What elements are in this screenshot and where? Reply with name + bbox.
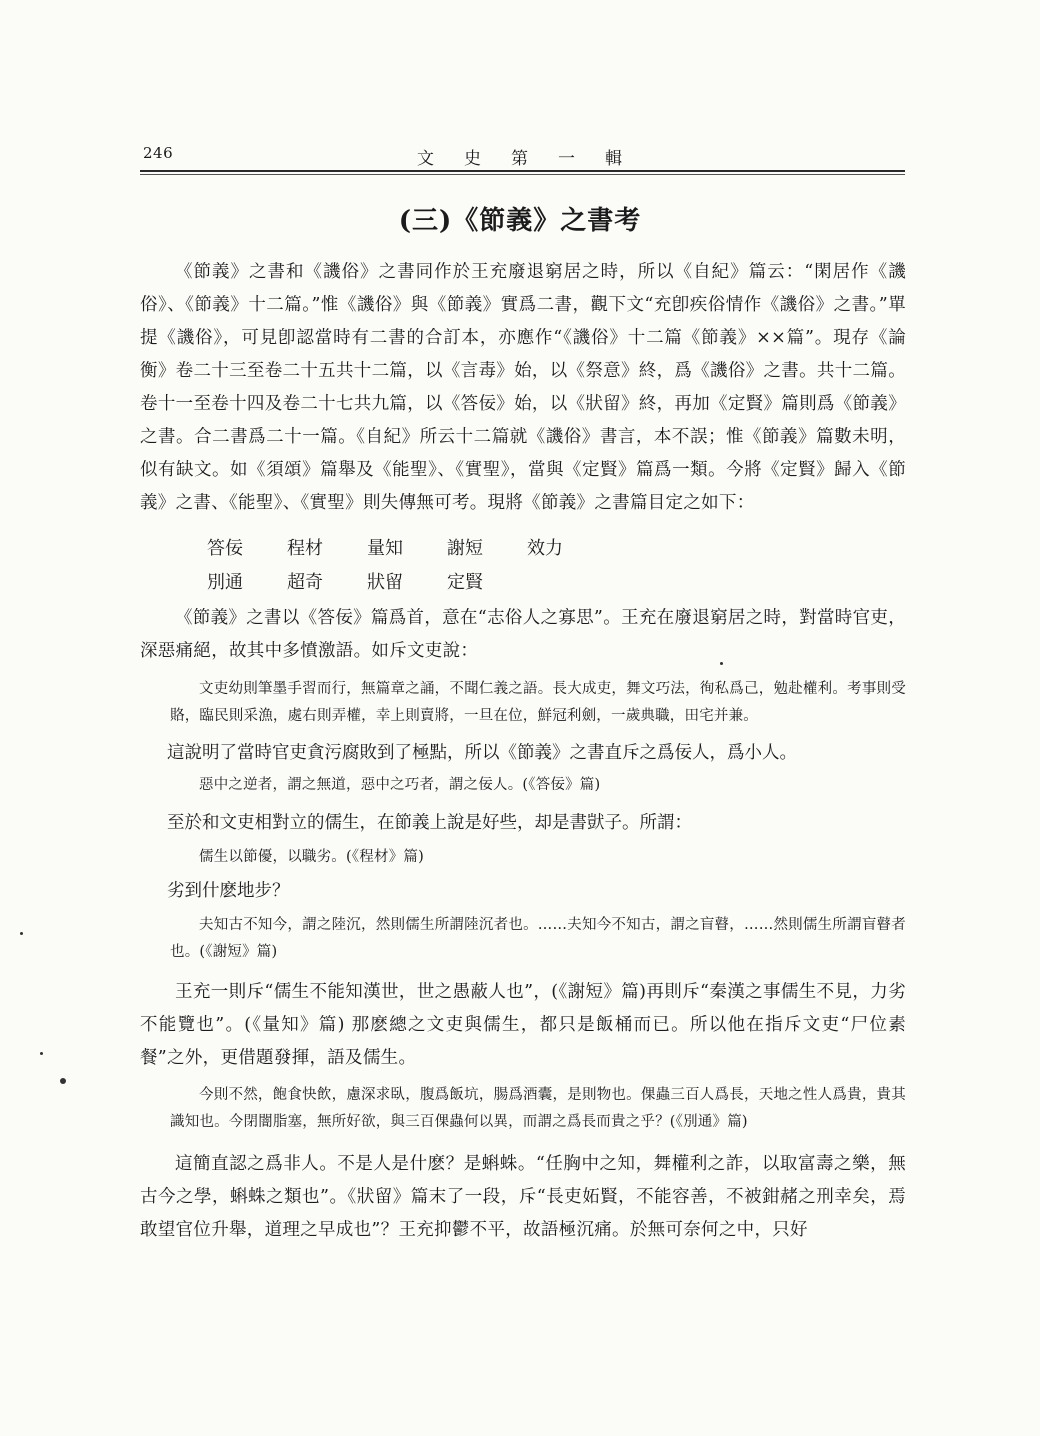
paragraph-4: 這簡直認之爲非人。不是人是什麽？是蝌蛛。“任胸中之知，舞權利之詐，以取富壽之樂，無古今之學，蝌蛛之類也”。《狀留》篇末了一段，斥“長吏妬賢，不能容善，不被鉗赭之刑幸矣，焉敢望官位升舉，道理之早成也”？王充抑鬱不平，故語極沉痛。於無可奈何之中，只好: [140, 1154, 906, 1240]
quote-2-block: [170, 772, 906, 799]
line-1: 這說明了當時官吏貪污腐敗到了極點，所以《節義》之書直斥之爲佞人，爲小人。: [167, 743, 797, 763]
chapter-item: 狀留: [367, 572, 403, 593]
chapter-item: 效力: [527, 538, 563, 559]
paragraph-1: 《節義》之書和《譏俗》之書同作於王充廢退窮居之時，所以《自紀》篇云：“閑居作《譏俗》、《節義》十二篇。”惟《譏俗》與《節義》實爲二書，觀下文“充卽疾俗情作《譏俗》之書。”單提《譏俗》，可見卽認當時有二書的合訂本，亦應作“《譏俗》十二篇《節義》××篇”。現存《論衡》卷二十三至卷二十五共十二篇，以《言毒》始，以《祭意》終，爲《譏俗》之書。共十二篇。卷十一至卷十四及卷二十七共九篇，以《答佞》始，以《狀留》終，再加《定賢》篇則爲《節義》之書。合二書爲二十一篇。《自紀》所云十二篇就《譏俗》書言，本不誤；惟《節義》篇數未明，似有缺文。如《須頌》篇舉及《能聖》、《實聖》，當與《定賢》篇爲一類。今將《定賢》歸入《節義》之書、《能聖》、《實聖》則失傳無可考。現將《節義》之書篇目定之如下：: [140, 262, 906, 513]
paragraph-intro: [140, 256, 906, 520]
line-2: 至於和文吏相對立的儒生，在節義上說是好些，却是書獃子。所謂：: [167, 813, 692, 833]
paragraph-3-block: [140, 976, 906, 1075]
scan-speck: [60, 1078, 66, 1084]
chapter-item: 別通: [207, 572, 243, 593]
chapter-item: 謝短: [447, 538, 483, 559]
chapter-item: 定賢: [447, 572, 483, 593]
chapter-item: 超奇: [287, 572, 323, 593]
page-header: [143, 144, 903, 168]
scan-speck: [720, 662, 723, 665]
quote-4: 夫知古不知今，謂之陸沉，然則儒生所謂陸沉者也。……夫知今不知古，謂之盲瞽，……然則儒生所謂盲瞽者也。(《謝短》篇): [170, 917, 906, 960]
header-rule: [140, 170, 905, 172]
quote-5: 今則不然，飽食快飲，慮深求臥，腹爲飯坑，腸爲酒囊，是則物也。倮蟲三百人爲長，天地之性人爲貴，貴其識知也。今閉闇脂塞，無所好欲，與三百倮蟲何以異，而謂之爲長而貴之乎？(《別通》篇): [170, 1087, 906, 1130]
quote-3: 儒生以節優，以職劣。(《程材》篇): [199, 849, 424, 865]
chapter-list-row-1: [207, 534, 607, 560]
quote-3-block: [170, 844, 906, 871]
paragraph-2-block: [140, 602, 906, 668]
chapter-item: 答佞: [207, 538, 243, 559]
chapter-item: 量知: [367, 538, 403, 559]
running-title: 文史第一輯: [417, 149, 652, 169]
chapter-item: 程材: [287, 538, 323, 559]
line-3: 劣到什麽地步？: [167, 881, 290, 901]
scan-speck: [40, 1052, 43, 1055]
paragraph-4-block: [140, 1148, 906, 1247]
quote-1-block: [170, 676, 906, 730]
chapter-list-row-2: [207, 568, 527, 594]
quote-5-block: [170, 1082, 906, 1136]
scan-speck: [20, 932, 23, 935]
quote-2: 惡中之逆者，謂之無道，惡中之巧者，謂之佞人。(《答佞》篇): [199, 777, 601, 793]
paragraph-3: 王充一則斥“儒生不能知漢世，世之愚蔽人也”，(《謝短》篇)再則斥“秦漢之事儒生不見，力劣不能覽也”。(《量知》篇) 那麽總之文吏與儒生，都只是飯桶而已。所以他在指斥文吏“尸位素餐”之外，更借題發揮，語及儒生。: [140, 982, 906, 1068]
paragraph-2: 《節義》之書以《答佞》篇爲首，意在“志俗人之寡思”。王充在廢退窮居之時，對當時官吏，深惡痛絕，故其中多憤激語。如斥文吏說：: [140, 608, 906, 661]
quote-4-block: [170, 912, 906, 966]
page-number: 246: [143, 144, 174, 162]
section-title: (三)《節義》之書考: [398, 206, 642, 236]
quote-1: 文吏幼則筆墨手習而行，無篇章之誦，不聞仁義之語。長大成吏，舞文巧法，徇私爲己，勉赴權利。考事則受賂，臨民則采漁，處右則弄權，幸上則賣將，一旦在位，鮮冠利劍，一歲典職，田宅并兼。: [170, 681, 906, 724]
header-rule-thin: [140, 174, 905, 175]
